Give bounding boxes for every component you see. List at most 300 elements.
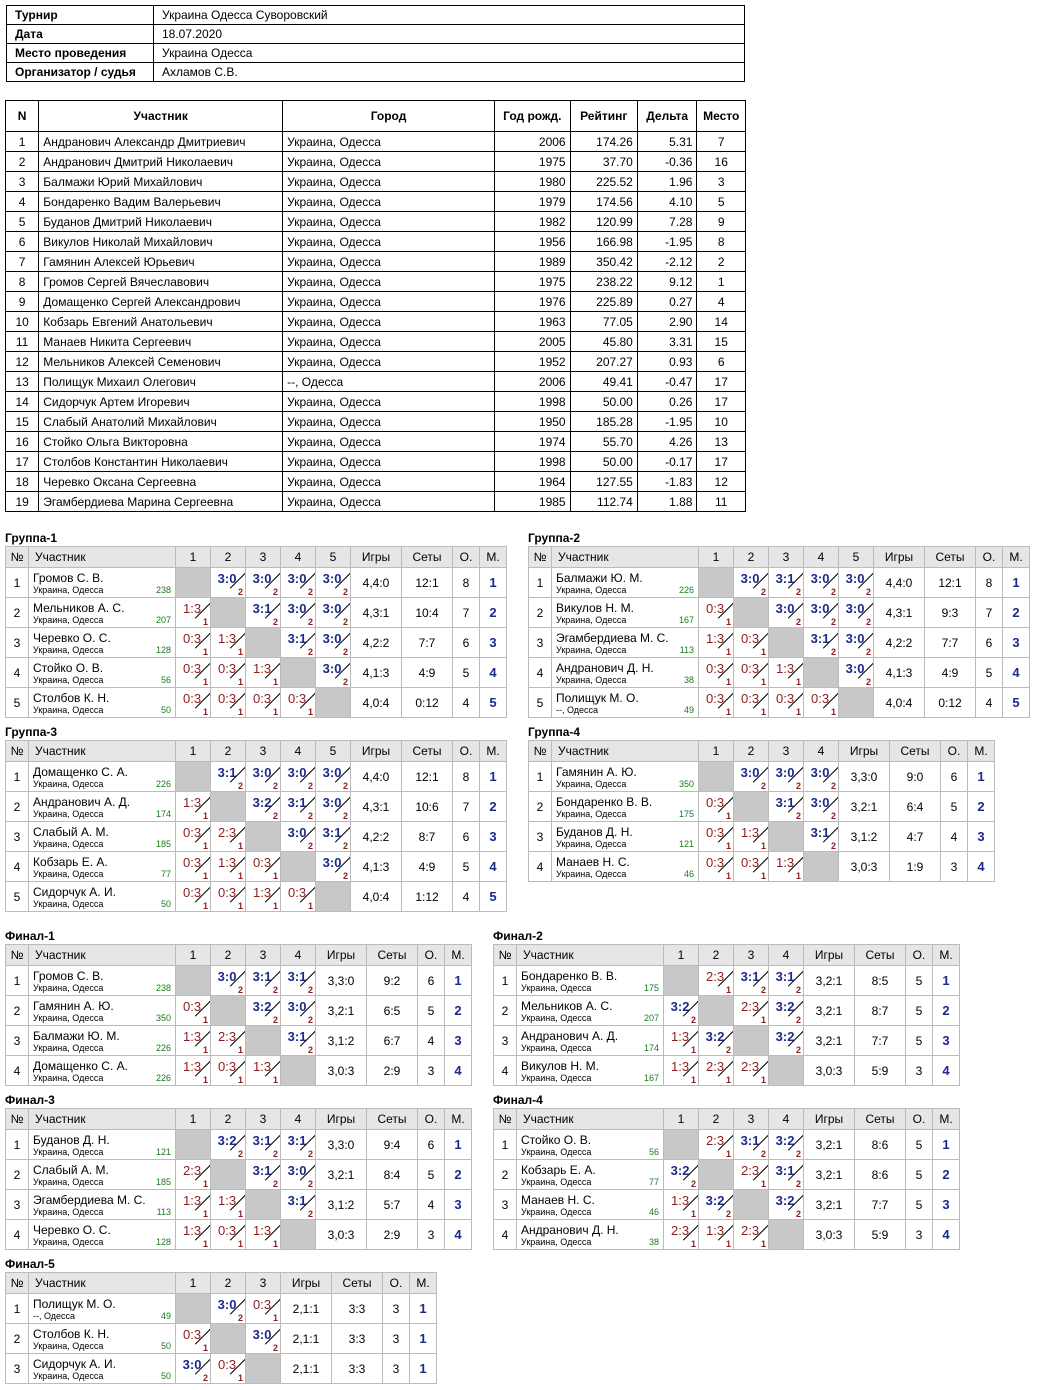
- participant-cell: 174.26: [570, 132, 637, 152]
- col-opponent-header: 4: [281, 741, 316, 762]
- participant-cell: Украина, Одесса: [283, 412, 495, 432]
- match-points: 2: [342, 617, 348, 627]
- result-group: [5, 928, 472, 1086]
- match-score: 3:1: [252, 1163, 272, 1178]
- player-cell: [552, 792, 699, 822]
- col-points-header: О.: [976, 547, 1003, 568]
- col-sets-header: Сеты: [402, 741, 453, 762]
- match-result: [176, 1190, 210, 1219]
- match-score: 3:1: [775, 1163, 795, 1178]
- col-games-header: Игры: [839, 741, 890, 762]
- match-points: 2: [690, 1179, 696, 1189]
- participant-cell: 17: [697, 392, 746, 412]
- row-number: 3: [6, 1354, 29, 1384]
- match-points: 2: [272, 617, 278, 627]
- col-opponent-header: 2: [734, 547, 769, 568]
- participant-cell: 3.31: [637, 332, 697, 352]
- group-title: Финал-5: [5, 1257, 55, 1271]
- match-points: 2: [272, 1179, 278, 1189]
- participant-row: [6, 452, 746, 472]
- col-no-header: №: [6, 1273, 29, 1294]
- match-score: 1:3: [671, 1193, 690, 1208]
- match-points: 2: [272, 1343, 278, 1353]
- participant-row: [6, 272, 746, 292]
- points-cell: 3: [383, 1324, 410, 1354]
- points-cell: 4: [941, 822, 968, 852]
- match-score: 0:3: [218, 1223, 237, 1238]
- participant-cell: 166.98: [570, 232, 637, 252]
- player-name: Манаев Н. С.: [556, 854, 630, 869]
- row-number: 3: [6, 1026, 29, 1056]
- match-score: 3:0: [322, 765, 342, 780]
- group-title: Группа-3: [5, 725, 58, 739]
- match-score: 3:0: [217, 969, 237, 984]
- games-cell: 4,4:0: [874, 568, 925, 598]
- match-points: 2: [237, 587, 243, 597]
- info-row: [7, 63, 745, 82]
- place-cell: 1: [968, 762, 995, 792]
- participant-cell: Украина, Одесса: [283, 132, 495, 152]
- place-cell: 4: [480, 852, 507, 882]
- result-group: [493, 1092, 960, 1250]
- info-value: 18.07.2020: [154, 25, 745, 44]
- participant-cell: 7: [697, 132, 746, 152]
- match-result-cell: [769, 568, 804, 598]
- player-city: Украина, Одесса: [521, 982, 592, 993]
- col-player-header: Участник: [29, 741, 176, 762]
- col-opponent-header: 2: [699, 1109, 734, 1130]
- group-header-row: [6, 1273, 437, 1294]
- match-result-cell: [211, 1354, 246, 1384]
- group-table: [493, 1108, 960, 1250]
- player-city: Украина, Одесса: [33, 1176, 104, 1187]
- match-result: [769, 598, 803, 627]
- match-result-cell: [176, 1026, 211, 1056]
- games-cell: 2,1:1: [281, 1294, 332, 1324]
- match-points: 2: [795, 1149, 801, 1159]
- match-result: [176, 1026, 210, 1055]
- points-cell: 6: [941, 762, 968, 792]
- match-score: 3:1: [252, 601, 272, 616]
- sets-cell: 8:6: [855, 1160, 906, 1190]
- col-opponent-header: 3: [246, 945, 281, 966]
- match-points: 2: [795, 781, 801, 791]
- sets-cell: 8:4: [367, 1160, 418, 1190]
- participant-cell: 11: [697, 492, 746, 512]
- group-table: [5, 740, 507, 912]
- place-cell: 5: [1003, 688, 1030, 718]
- points-cell: 4: [418, 1190, 445, 1220]
- participant-cell: 1982: [494, 212, 570, 232]
- participant-cell: 14: [697, 312, 746, 332]
- match-result: [699, 852, 733, 881]
- participant-cell: 4.26: [637, 432, 697, 452]
- group-table: [5, 546, 507, 718]
- col-place-header: М.: [445, 1109, 472, 1130]
- player-city: Украина, Одесса: [521, 1236, 592, 1247]
- match-score: 3:1: [287, 1193, 307, 1208]
- sets-cell: 6:4: [890, 792, 941, 822]
- col-player-header: Участник: [517, 945, 664, 966]
- group-table: [528, 546, 1030, 718]
- participant-cell: Украина, Одесса: [283, 292, 495, 312]
- match-result-cell: [246, 658, 281, 688]
- group-header-row: [529, 547, 1030, 568]
- match-result-cell: [699, 658, 734, 688]
- row-number: 5: [6, 882, 29, 912]
- sets-cell: 7:7: [925, 628, 976, 658]
- group-table: [5, 1272, 437, 1384]
- match-score: 3:1: [287, 1029, 307, 1044]
- participant-cell: 12: [6, 352, 39, 372]
- match-result: [176, 852, 210, 881]
- match-score: 3:2: [775, 1029, 795, 1044]
- player-rating: 167: [678, 615, 694, 625]
- player-city: Украина, Одесса: [556, 838, 627, 849]
- match-result-cell: [734, 822, 769, 852]
- match-result-cell: [734, 1130, 769, 1160]
- player-cell: [517, 996, 664, 1026]
- player-cell: [29, 1130, 176, 1160]
- col-place-header: М.: [480, 741, 507, 762]
- match-result-cell: [734, 1160, 769, 1190]
- match-points: 1: [272, 871, 278, 881]
- player-rating: 49: [160, 1311, 171, 1321]
- match-score: 0:3: [183, 825, 202, 840]
- player-city: Украина, Одесса: [33, 1042, 104, 1053]
- participant-row: [6, 352, 746, 372]
- match-result: [246, 1324, 280, 1353]
- match-score: 1:3: [218, 1193, 237, 1208]
- match-result-cell: [176, 658, 211, 688]
- points-cell: 3: [418, 1220, 445, 1250]
- player-cell: [29, 1354, 176, 1384]
- player-rating: 113: [156, 1207, 171, 1217]
- match-points: 2: [307, 1179, 313, 1189]
- participant-cell: 1950: [494, 412, 570, 432]
- match-score: 3:2: [775, 1133, 795, 1148]
- match-points: 1: [272, 677, 278, 687]
- place-cell: 2: [480, 792, 507, 822]
- games-cell: 3,3:0: [316, 966, 367, 996]
- games-cell: 4,0:4: [351, 882, 402, 912]
- match-result: [176, 822, 210, 851]
- points-cell: 3: [418, 1056, 445, 1086]
- col-opponent-header: 3: [246, 1273, 281, 1294]
- match-result-cell: [769, 1160, 804, 1190]
- match-points: 2: [342, 841, 348, 851]
- player-cell: [517, 1056, 664, 1086]
- self-cell: [734, 1026, 769, 1056]
- col-opponent-header: 2: [211, 1273, 246, 1294]
- participant-cell: 0.26: [637, 392, 697, 412]
- sets-cell: 8:7: [402, 822, 453, 852]
- participant-cell: 13: [6, 372, 39, 392]
- row-number: 2: [6, 1160, 29, 1190]
- match-result-cell: [804, 598, 839, 628]
- place-cell: 3: [445, 1026, 472, 1056]
- match-result: [281, 598, 315, 627]
- place-cell: 1: [480, 762, 507, 792]
- match-score: 0:3: [253, 1297, 272, 1312]
- participant-cell: Столбов Константин Николаевич: [39, 452, 283, 472]
- match-result-cell: [769, 966, 804, 996]
- match-score: 3:0: [810, 571, 830, 586]
- match-result: [246, 598, 280, 627]
- place-cell: 3: [1003, 628, 1030, 658]
- match-result: [734, 1056, 768, 1085]
- match-score: 3:0: [845, 631, 865, 646]
- match-result: [211, 1190, 245, 1219]
- match-result: [281, 688, 315, 717]
- match-result-cell: [281, 1130, 316, 1160]
- col-sets-header: Сеты: [925, 547, 976, 568]
- match-result-cell: [176, 1220, 211, 1250]
- self-cell: [769, 822, 804, 852]
- match-points: 2: [307, 841, 313, 851]
- match-score: 0:3: [183, 691, 202, 706]
- match-result-cell: [699, 1130, 734, 1160]
- match-points: 1: [202, 707, 208, 717]
- match-score: 0:3: [811, 691, 830, 706]
- col-place-header: М.: [445, 945, 472, 966]
- player-name: Бондаренко В. В.: [521, 968, 618, 983]
- match-score: 0:3: [706, 795, 725, 810]
- player-cell: [29, 792, 176, 822]
- match-points: 1: [202, 1075, 208, 1085]
- row-number: 4: [6, 1056, 29, 1086]
- match-points: 2: [272, 811, 278, 821]
- games-cell: 4,2:2: [874, 628, 925, 658]
- sets-cell: 4:9: [402, 852, 453, 882]
- participant-cell: 11: [6, 332, 39, 352]
- games-cell: 3,1:2: [839, 822, 890, 852]
- participant-row: [6, 312, 746, 332]
- sets-cell: 4:9: [402, 658, 453, 688]
- match-points: 1: [725, 1149, 731, 1159]
- games-cell: 3,2:1: [316, 996, 367, 1026]
- match-points: 1: [307, 901, 313, 911]
- match-points: 2: [342, 781, 348, 791]
- col-opponent-header: 3: [734, 1109, 769, 1130]
- place-cell: 2: [1003, 598, 1030, 628]
- self-cell: [316, 688, 351, 718]
- group-row: [6, 1130, 472, 1160]
- participant-cell: Эгамбердиева Марина Сергеевна: [39, 492, 283, 512]
- info-key: Организатор / судья: [7, 63, 154, 82]
- row-number: 3: [494, 1190, 517, 1220]
- group-header-row: [494, 1109, 960, 1130]
- col-opponent-header: 1: [176, 741, 211, 762]
- match-points: 2: [307, 811, 313, 821]
- participant-cell: 1963: [494, 312, 570, 332]
- match-result: [734, 1160, 768, 1189]
- match-points: 1: [725, 707, 731, 717]
- sets-cell: 9:2: [367, 966, 418, 996]
- row-number: 2: [529, 792, 552, 822]
- participant-cell: Викулов Николай Михайлович: [39, 232, 283, 252]
- match-score: 3:0: [845, 601, 865, 616]
- points-cell: 8: [976, 568, 1003, 598]
- group-header-row: [6, 741, 507, 762]
- column-header: Город: [283, 101, 495, 132]
- player-name: Столбов К. Н.: [33, 690, 110, 705]
- group-title: Группа-1: [5, 531, 58, 545]
- player-name: Домащенко С. А.: [33, 1058, 128, 1073]
- player-rating: 175: [678, 809, 694, 819]
- player-city: Украина, Одесса: [33, 1236, 104, 1247]
- match-points: 1: [725, 1239, 731, 1249]
- col-player-header: Участник: [552, 547, 699, 568]
- match-result: [246, 688, 280, 717]
- points-cell: 8: [453, 762, 480, 792]
- player-cell: [29, 1160, 176, 1190]
- match-points: 2: [272, 1149, 278, 1159]
- participant-cell: 7: [6, 252, 39, 272]
- player-cell: [29, 1324, 176, 1354]
- participant-row: [6, 472, 746, 492]
- match-result: [246, 568, 280, 597]
- participant-cell: 5.31: [637, 132, 697, 152]
- match-points: 2: [795, 1045, 801, 1055]
- place-cell: 2: [968, 792, 995, 822]
- col-points-header: О.: [383, 1273, 410, 1294]
- match-score: 0:3: [706, 691, 725, 706]
- participant-cell: 185.28: [570, 412, 637, 432]
- match-points: 1: [795, 871, 801, 881]
- match-score: 3:1: [775, 969, 795, 984]
- player-name: Домащенко С. А.: [33, 764, 128, 779]
- player-cell: [29, 996, 176, 1026]
- sets-cell: 12:1: [925, 568, 976, 598]
- participant-cell: Черевко Оксана Сергеевна: [39, 472, 283, 492]
- sets-cell: 7:7: [402, 628, 453, 658]
- match-result-cell: [246, 852, 281, 882]
- player-name: Гамянин А. Ю.: [556, 764, 637, 779]
- match-points: 2: [760, 587, 766, 597]
- match-result: [734, 688, 768, 717]
- match-points: 1: [725, 617, 731, 627]
- participant-row: [6, 372, 746, 392]
- match-score: 3:0: [287, 1163, 307, 1178]
- points-cell: 5: [906, 996, 933, 1026]
- participant-cell: 1975: [494, 272, 570, 292]
- player-city: Украина, Одесса: [33, 982, 104, 993]
- col-points-header: О.: [418, 945, 445, 966]
- match-score: 3:2: [217, 1133, 237, 1148]
- match-score: 1:3: [183, 1029, 202, 1044]
- self-cell: [699, 568, 734, 598]
- place-cell: 3: [445, 1190, 472, 1220]
- player-cell: [29, 688, 176, 718]
- participant-cell: 2: [6, 152, 39, 172]
- match-result-cell: [281, 1160, 316, 1190]
- player-name: Черевко О. С.: [33, 630, 111, 645]
- match-score: 3:1: [287, 631, 307, 646]
- match-score: 0:3: [741, 691, 760, 706]
- match-points: 2: [865, 647, 871, 657]
- player-name: Буданов Д. Н.: [33, 1132, 110, 1147]
- match-points: 1: [760, 677, 766, 687]
- match-points: 1: [760, 647, 766, 657]
- player-name: Столбов К. Н.: [33, 1326, 110, 1341]
- match-result: [176, 792, 210, 821]
- participant-cell: 15: [6, 412, 39, 432]
- participant-cell: Украина, Одесса: [283, 432, 495, 452]
- place-cell: 1: [933, 1130, 960, 1160]
- col-opponent-header: 5: [839, 547, 874, 568]
- row-number: 2: [6, 996, 29, 1026]
- col-opponent-header: 5: [316, 547, 351, 568]
- row-number: 3: [529, 628, 552, 658]
- participant-cell: 17: [6, 452, 39, 472]
- match-result: [211, 688, 245, 717]
- participant-cell: 5: [6, 212, 39, 232]
- group-row: [494, 1190, 960, 1220]
- match-score: 0:3: [218, 885, 237, 900]
- match-result-cell: [211, 658, 246, 688]
- match-score: 1:3: [183, 1193, 202, 1208]
- participant-cell: 112.74: [570, 492, 637, 512]
- match-points: 2: [307, 587, 313, 597]
- games-cell: 3,3:0: [316, 1130, 367, 1160]
- match-result: [699, 1026, 733, 1055]
- participant-cell: --, Одесса: [283, 372, 495, 392]
- player-name: Полищук М. О.: [33, 1296, 116, 1311]
- player-name: Гамянин А. Ю.: [33, 998, 114, 1013]
- match-result-cell: [316, 822, 351, 852]
- participant-cell: Стойко Ольга Викторовна: [39, 432, 283, 452]
- player-city: Украина, Одесса: [33, 838, 104, 849]
- match-result-cell: [211, 1190, 246, 1220]
- match-result: [316, 568, 350, 597]
- match-result-cell: [211, 882, 246, 912]
- group-title: Финал-4: [493, 1093, 543, 1107]
- group-header-row: [529, 741, 995, 762]
- player-cell: [29, 1056, 176, 1086]
- match-result-cell: [769, 852, 804, 882]
- games-cell: 2,1:1: [281, 1354, 332, 1384]
- match-score: 3:1: [740, 1133, 760, 1148]
- match-result-cell: [246, 1220, 281, 1250]
- player-rating: 207: [155, 615, 171, 625]
- participant-cell: 0.93: [637, 352, 697, 372]
- player-name: Слабый А. М.: [33, 824, 109, 839]
- player-cell: [29, 882, 176, 912]
- participant-cell: Украина, Одесса: [283, 192, 495, 212]
- group-row: [529, 852, 995, 882]
- participant-row: [6, 332, 746, 352]
- match-result: [769, 792, 803, 821]
- match-result: [246, 1160, 280, 1189]
- participant-cell: 2: [697, 252, 746, 272]
- match-result-cell: [176, 882, 211, 912]
- match-result-cell: [769, 1130, 804, 1160]
- player-rating: 50: [160, 1341, 171, 1351]
- match-points: 1: [760, 1239, 766, 1249]
- match-score: 3:0: [740, 571, 760, 586]
- group-header-row: [6, 1109, 472, 1130]
- sets-cell: 5:9: [855, 1056, 906, 1086]
- column-header: Дельта: [637, 101, 697, 132]
- match-score: 3:0: [217, 1297, 237, 1312]
- player-city: Украина, Одесса: [556, 614, 627, 625]
- participant-row: [6, 132, 746, 152]
- match-score: 0:3: [741, 631, 760, 646]
- player-name: Андранович А. Д.: [33, 794, 131, 809]
- match-result-cell: [316, 598, 351, 628]
- match-result-cell: [699, 852, 734, 882]
